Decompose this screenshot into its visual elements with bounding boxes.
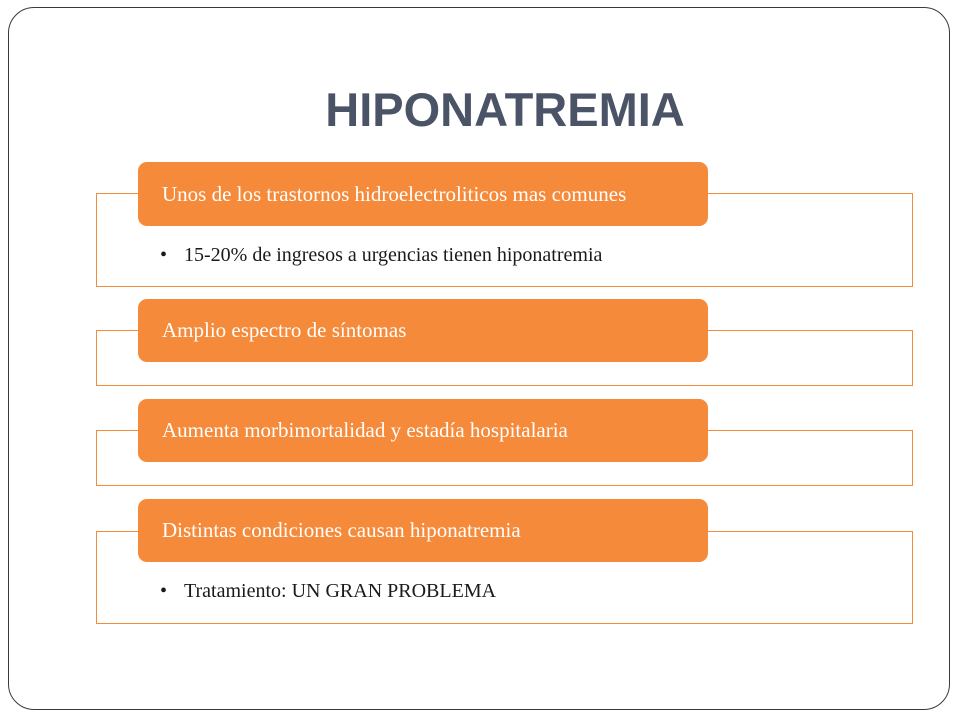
item-1-heading [138,162,708,226]
item-1-heading-text: Unos de los trastornos hidroelectroliticos mas comunes [162,181,627,206]
item-3-heading-text: Aumenta morbimortalidad y estadía hospitalaria [162,418,568,442]
bullet-dot: • [160,244,168,266]
item-2-heading-text: Amplio espectro de síntomas [162,318,407,342]
item-4-bullet [160,578,496,604]
bullet-dot: • [160,580,168,602]
item-1-bullet [160,242,602,268]
item-2-heading [138,299,708,362]
item-4-bullet-text: Tratamiento: UN GRAN PROBLEMA [184,580,497,602]
item-1-bullet-text: 15-20% de ingresos a urgencias tienen hiponatremia [184,244,603,266]
slide-title: HIPONATREMIA [325,83,685,136]
item-4-heading [138,499,708,562]
item-3-heading [138,399,708,462]
item-4-heading-text: Distintas condiciones causan hiponatremia [162,518,521,542]
